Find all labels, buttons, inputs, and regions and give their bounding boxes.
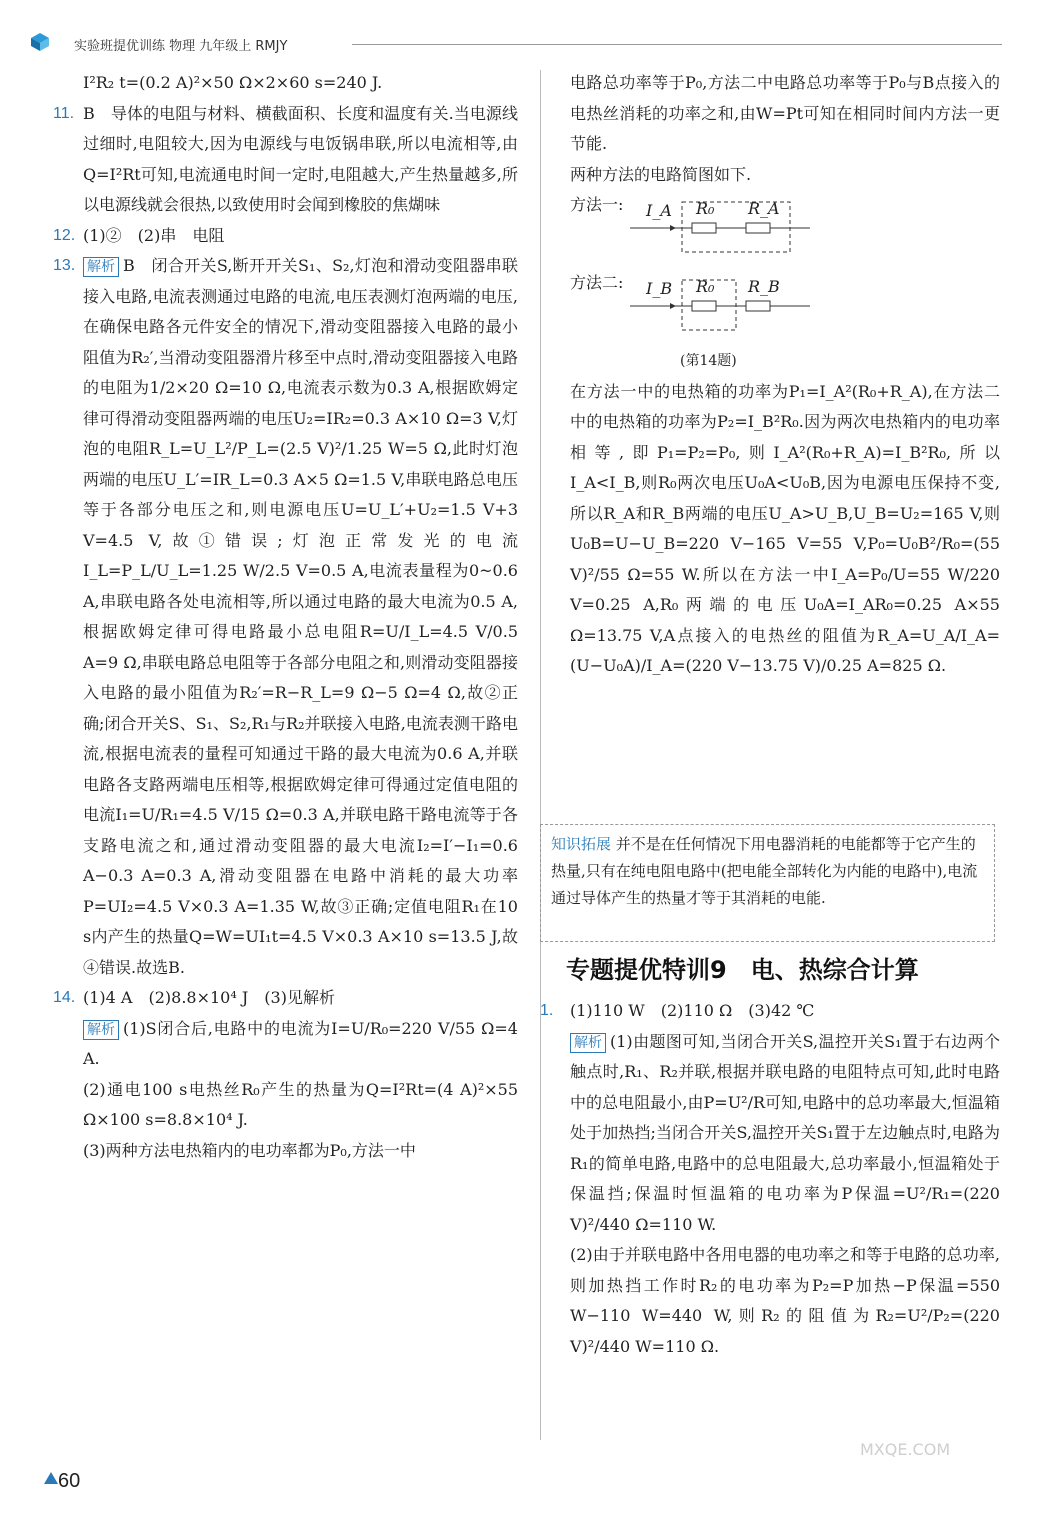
header-rule xyxy=(352,44,1002,45)
left-column xyxy=(53,68,518,1166)
question-14 xyxy=(53,983,518,1166)
question-text xyxy=(83,251,518,983)
analysis-text: (2)通电100 s电热丝R₀产生的热量为Q=I²Rt=(4 A)²×55 Ω×100 s=8.8×10⁴ J. xyxy=(83,1079,518,1129)
r0-label: R₀ xyxy=(696,199,715,218)
section-question-1 xyxy=(540,996,1000,1362)
analysis-tag: 解析 xyxy=(570,1033,606,1053)
analysis-text: (1)由题图可知,当闭合开关S,温控开关S₁置于右边两个触点时,R₁、R₂并联,根据并联电路的电阻特点可知,此时电路中的总电阻最小,由P=U²/R可知,电路中的总功率最大,恒温箱处于加热挡;当闭合开关S,温控开关S₁置于左边触点时,电路为R₁的简单电路,电路中的总电阻最大,总功率最小,恒温箱处于保温挡;保温时恒温箱的电功率为P保温=U²/R₁=(220 V)²/440 Ω=110 W. xyxy=(570,1031,1000,1234)
analysis-tag: 解析 xyxy=(83,1020,119,1040)
book-logo-icon xyxy=(30,32,50,52)
q10-tail: I²R₂ t=(0.2 A)²×50 Ω×2×60 s=240 J. xyxy=(83,73,383,92)
current-label: I_A xyxy=(646,201,672,220)
method-label: 方法二: xyxy=(570,273,624,292)
q14-solution: 在方法一中的电热箱的功率为P₁=I_A²(R₀+R_A),在方法二中的电热箱的功率为P₂=I_B²R₀.因为两次电热箱内的电功率相等,即P₁=P₂=P₀,则I_A²(R₀+R_A)=I_B²R₀,所以I_A<I_B,则R₀两次电压U₀A<U₀B,因为电源电压保持不变,所以R_A和R_B两端的电压U_A>U_B,U_B=U₂=165 V,则U₀B=U−U_B=220 V−165 V=55 V,P₀=U₀B²/R₀=(55 V)²/55 Ω=55 W.所以在方法一中I_A=P₀/U=55 W/220 V=0.25 A,R₀两端的电压U₀A=I_AR₀=0.25 A×55 Ω=13.75 V,A点接入的电热丝的阻值为R_A=U_A/I_A=(U−U₀A)/I_A=(220 V−13.75 V)/0.25 A=825 Ω. xyxy=(570,381,1000,675)
question-12 xyxy=(53,221,518,252)
analysis-text: (2)由于并联电路中各用电器的电功率之和等于电路的总功率,则加热挡工作时R₂的电功率为P₂=P加热−P保温=550 W−110 W=440 W,则R₂的阻值为R₂=U²/P₂=(220 V)²/440 W=110 Ω. xyxy=(570,1245,1000,1356)
analysis-text: (1)S闭合后,电路中的电流为I=U/R₀=220 V/55 Ω=4 A. xyxy=(83,1018,518,1068)
knowledge-extension-tag: 知识拓展 xyxy=(551,835,612,853)
question-number: 12. xyxy=(53,226,76,244)
right-column xyxy=(570,68,1000,682)
page-number: 60 xyxy=(58,1470,81,1492)
analysis-text: (3)两种方法电热箱内的电功率都为P₀,方法一中 xyxy=(83,1140,416,1160)
question-number: 11. xyxy=(53,104,75,122)
method-label: 方法一: xyxy=(570,195,624,214)
page-header xyxy=(22,32,1002,56)
header-title: 实验班提优训练 物理 九年级上 RMJY xyxy=(74,39,288,54)
ra-label: R_A xyxy=(748,199,780,218)
page-marker-icon xyxy=(44,1472,58,1484)
question-number: 1. xyxy=(540,1002,554,1019)
question-text: B 导体的电阻与材料、横截面积、长度和温度有关.当电源线过细时,电阻较大,因为电源线与电饭锅串联,所以电流相等,由Q=I²Rt可知,电流通电时间一定时,电阻越大,产生热量越多,所以电源线就会很热,以致使用时会闻到橡胶的焦煳味 xyxy=(83,103,518,214)
current-label: I_B xyxy=(646,279,673,298)
q14-continued: 电路总功率等于P₀,方法二中电路总功率等于P₀与B点接入的电热丝消耗的功率之和,由W=Pt可知在相同时间内方法一更节能. xyxy=(570,73,1000,153)
watermark: MXQE.COM xyxy=(860,1440,951,1459)
knowledge-extension-text: 并不是在任何情况下用电器消耗的电能都等于它产生的热量,只有在纯电阻电路中(把电能全部转化为内能的电路中),电流通过导体产生的热量才等于其消耗的电能. xyxy=(551,835,978,907)
knowledge-extension-box xyxy=(540,824,995,942)
analysis-tag: 解析 xyxy=(83,257,119,277)
figure-caption: (第14题) xyxy=(680,353,737,369)
question-number: 14. xyxy=(53,989,76,1006)
analysis-text: B 闭合开关S,断开开关S₁、S₂,灯泡和滑动变阻器串联接入电路,电流表测通过电路的电流,电压表测灯泡两端的电压,在确保电路各元件安全的情况下,滑动变阻器接入电路的最小阻值为R₂′,当滑动变阻器滑片移至中点时,滑动变阻器接入电路的电阻为1/2×20 Ω=10 Ω,电流表示数为0.3 A,根据欧姆定律可得滑动变阻器两端的电压U₂=IR₂=0.3 A×10 Ω=3 V,灯泡的电阻R_L=U_L²/P_L=(2.5 V)²/1.25 W=5 Ω,此时灯泡两端的电压U_L′=IR_L=0.3 A×5 Ω=1.5 V,串联电路总电压等于各部分电压之和,则电源电压U=U_L′+U₂=1.5 V+3 V=4.5 V,故①错误;灯泡正常发光的电流I_L=P_L/U_L=1.25 W/2.5 V=0.5 A,电流表量程为0~0.6 A,串联电路各处电流相等,所以通过电路的最大电流为0.5 A,根据欧姆定律可得电路最小总电阻R=U/I_L=4.5 V/0.5 A=9 Ω,串联电路总电阻等于各部分电阻之和,则滑动变阻器接入电路的最小阻值为R₂′=R−R_L=9 Ω−5 Ω=4 Ω,故②正确;闭合开关S、S₁、S₂,R₁与R₂并联接入电路,电流表测干路电流,根据电流表的量程可知通过干路的最大电流为0.6 A,并联电路各支路两端电压相等,根据欧姆定律可得通过定值电阻的电流I₁=U/R₁=4.5 V/15 Ω=0.3 A,并联电路干路电流等于各支路电流之和,通过滑动变阻器的最大电流I₂=I′−I₁=0.6 A−0.3 A=0.3 A,滑动变阻器在电路中消耗的最大功率P=UI₂=4.5 V×0.3 A=1.35 W,故③正确;定值电阻R₁在10 s内产生的热量Q=W=UI₁t=4.5 V×0.3 A×10 s=13.5 J,故④错误.故选B. xyxy=(83,256,518,977)
section-content xyxy=(540,996,1000,1362)
circuit-diagram-method-1 xyxy=(570,190,1000,268)
answer-text: (1)110 W (2)110 Ω (3)42 ℃ xyxy=(570,1001,815,1020)
answer-text: (1)4 A (2)8.8×10⁴ J (3)见解析 xyxy=(83,988,335,1007)
diagram-intro: 两种方法的电路简图如下. xyxy=(570,164,752,184)
r0-label: R₀ xyxy=(696,277,715,296)
circuit-diagram-method-2 xyxy=(570,268,1000,346)
question-11 xyxy=(53,99,518,221)
question-13 xyxy=(53,251,518,983)
analysis-line xyxy=(83,1014,518,1075)
column-divider xyxy=(540,70,541,1440)
question-text: (1)② (2)串 电阻 xyxy=(83,225,225,245)
rb-label: R_B xyxy=(748,277,780,296)
question-number: 13. xyxy=(53,257,76,274)
analysis-line xyxy=(570,1027,1000,1241)
section-title: 专题提优特训9 电、热综合计算 xyxy=(566,956,919,984)
